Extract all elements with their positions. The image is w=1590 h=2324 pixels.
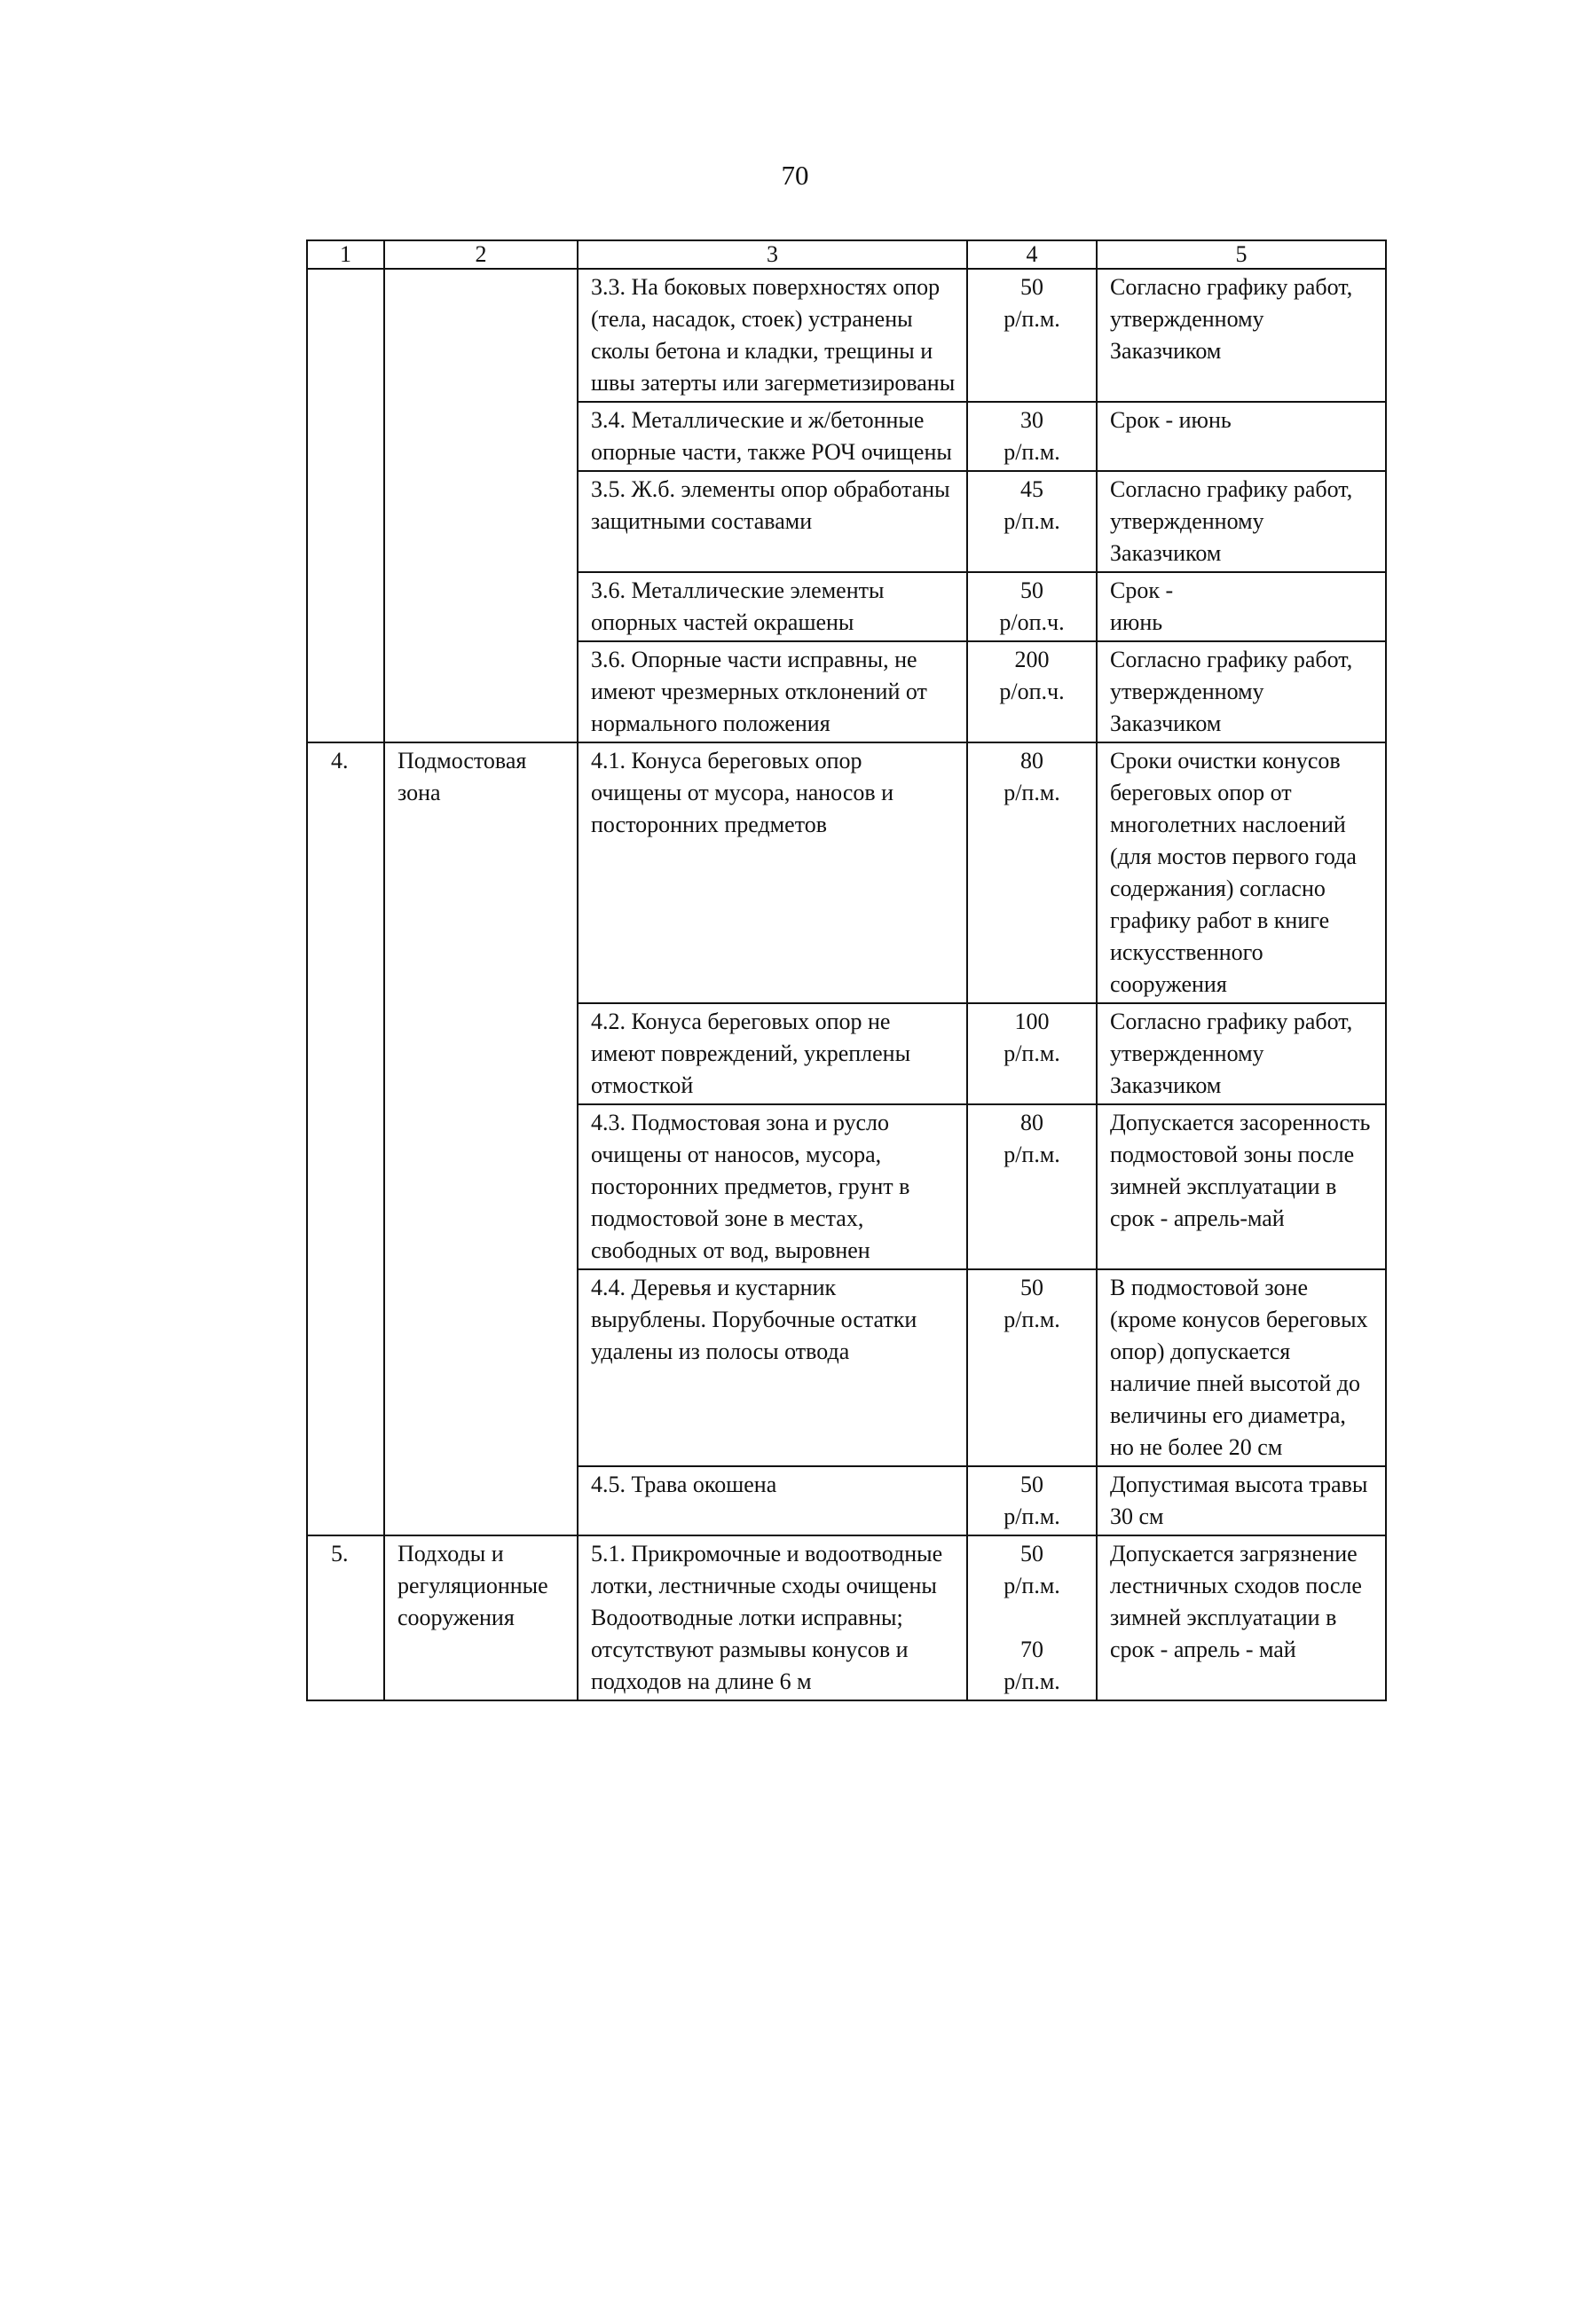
criterion-cell: 3.4. Металлические и ж/бетонные опорные части, также РОЧ очищены [578,402,967,471]
section-index [307,269,384,742]
criterion-cell: 4.5. Трава окошена [578,1466,967,1535]
section-name: Подходы и регуляционные сооружения [384,1535,578,1700]
criterion-cell: 3.3. На боковых поверхностях опор (тела, насадок, стоек) устранены сколы бетона и кладки, трещины и швы затерты или загерметизированы [578,269,967,402]
column-header: 2 [384,240,578,269]
criterion-cell: 4.4. Деревья и кустарник вырублены. Порубочные остатки удалены из полосы отвода [578,1269,967,1466]
cost-cell: 100 р/п.м. [967,1003,1097,1104]
table-row [307,1535,1386,1700]
note-cell: Согласно графику работ, утвержденному Заказчиком [1097,269,1386,402]
cost-cell: 50 р/п.м. [967,1466,1097,1535]
note-cell: Согласно графику работ, утвержденному Заказчиком [1097,471,1386,572]
column-header: 3 [578,240,967,269]
criterion-cell: 3.6. Опорные части исправны, не имеют чрезмерных отклонений от нормального положения [578,641,967,742]
column-header: 1 [307,240,384,269]
requirements-table [306,239,1387,1701]
criterion-cell: 4.1. Конуса береговых опор очищены от мусора, наносов и посторонних предметов [578,742,967,1003]
section-index: 4. [307,742,384,1535]
page-number: 70 [781,160,809,191]
cost-cell: 80 р/п.м. [967,1104,1097,1269]
note-cell: Срок - июнь [1097,572,1386,641]
criterion-cell: 5.1. Прикромочные и водоотводные лотки, лестничные сходы очищены Водоотводные лотки исправны; отсутствуют размывы конусов и подходов на длине 6 м [578,1535,967,1700]
note-cell: Согласно графику работ, утвержденному Заказчиком [1097,1003,1386,1104]
cost-cell: 80 р/п.м. [967,742,1097,1003]
cost-cell: 50 р/п.м. 70 р/п.м. [967,1535,1097,1700]
note-cell: В подмостовой зоне (кроме конусов береговых опор) допускается наличие пней высотой до величины его диаметра, но не более 20 см [1097,1269,1386,1466]
column-header: 5 [1097,240,1386,269]
criterion-cell: 4.2. Конуса береговых опор не имеют повреждений, укреплены отмосткой [578,1003,967,1104]
cost-cell: 50 р/п.м. [967,269,1097,402]
cost-cell: 45 р/п.м. [967,471,1097,572]
note-cell: Допустимая высота травы 30 см [1097,1466,1386,1535]
column-number-row [307,240,1386,269]
criterion-cell: 3.5. Ж.б. элементы опор обработаны защитными составами [578,471,967,572]
cost-cell: 50 р/п.м. [967,1269,1097,1466]
cost-cell: 30 р/п.м. [967,402,1097,471]
table-row [307,742,1386,1003]
note-cell: Согласно графику работ, утвержденному Заказчиком [1097,641,1386,742]
note-cell: Срок - июнь [1097,402,1386,471]
cost-cell: 200 р/оп.ч. [967,641,1097,742]
table-row [307,269,1386,402]
note-cell: Сроки очистки конусов береговых опор от многолетних наслоений (для мостов первого года содержания) согласно графику работ в книге искусственного сооружения [1097,742,1386,1003]
section-name: Подмостовая зона [384,742,578,1535]
note-cell: Допускается засоренность подмостовой зоны после зимней эксплуатации в срок - апрель-май [1097,1104,1386,1269]
section-name [384,269,578,742]
note-cell: Допускается загрязнение лестничных сходов после зимней эксплуатации в срок - апрель - май [1097,1535,1386,1700]
cost-cell: 50 р/оп.ч. [967,572,1097,641]
column-header: 4 [967,240,1097,269]
criterion-cell: 4.3. Подмостовая зона и русло очищены от наносов, мусора, посторонних предметов, грунт в подмостовой зоне в местах, свободных от вод, выровнен [578,1104,967,1269]
criterion-cell: 3.6. Металлические элементы опорных частей окрашены [578,572,967,641]
section-index: 5. [307,1535,384,1700]
